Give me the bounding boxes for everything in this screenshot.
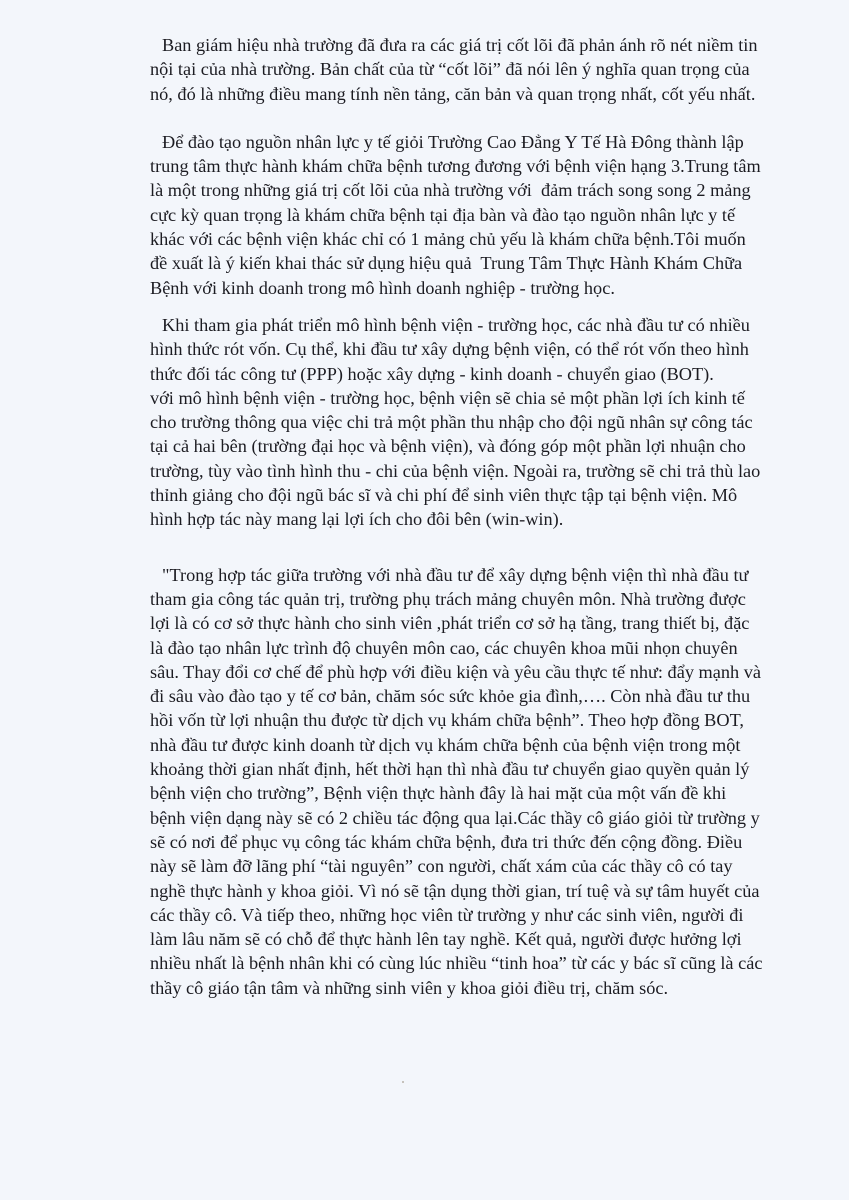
text-line: khác với các bệnh viện khác chỉ có 1 mảng chủ yếu là khám chữa bệnh.Tôi muốn <box>150 229 746 250</box>
text-line: nó, đó là những điều mang tính nền tảng, căn bản và quan trọng nhất, cốt yếu nhất. <box>150 83 756 104</box>
text-line: hồi vốn từ lợi nhuận thu được từ dịch vụ khám chữa bệnh”. Theo hợp đồng BOT, <box>150 710 744 731</box>
text-line: cực kỳ quan trọng là khám chữa bệnh tại địa bàn và đào tạo nguồn nhân lực y tế <box>150 204 736 225</box>
paragraph <box>150 33 770 106</box>
text-line: Ban giám hiệu nhà trường đã đưa ra các giá trị cốt lõi đã phản ánh rõ nét niềm tin <box>162 35 758 55</box>
text-line: tại cả hai bên (trường đại học và bệnh viện), và đóng góp một phần lợi nhuận cho <box>150 436 746 457</box>
text-line: "Trong hợp tác giữa trường với nhà đầu tư để xây dựng bệnh viện thì nhà đầu tư <box>162 564 749 585</box>
text-line: là đào tạo nhân lực trình độ chuyên môn cao, các chuyên khoa mũi nhọn chuyên <box>150 637 738 658</box>
text-line: thỉnh giảng cho đội ngũ bác sĩ và chi phí để sinh viên thực tập tại bệnh viện. Mô <box>150 485 738 506</box>
text-line: tham gia công tác quản trị, trường phụ trách mảng chuyên môn. Nhà trường được <box>150 588 746 609</box>
text-line: các thầy cô. Và tiếp theo, những học viên từ trường y như các sinh viên, người đi <box>150 904 744 925</box>
text-line: Bệnh với kinh doanh trong mô hình doanh nghiệp - trường học. <box>150 277 615 298</box>
text-line: Để đào tạo nguồn nhân lực y tế giỏi Trường Cao Đẳng Y Tế Hà Đông thành lập <box>162 131 744 152</box>
scan-speck <box>402 1081 404 1083</box>
text-line: nhiều nhất là bệnh nhân khi có cùng lúc nhiều “tinh hoa” từ các y bác sĩ cũng là các <box>150 953 763 974</box>
text-line: với mô hình bệnh viện - trường học, bệnh viện sẽ chia sẻ một phần lợi ích kinh tế <box>150 387 745 408</box>
text-line: là một trong những giá trị cốt lõi của nhà trường với đảm trách song song 2 mảng <box>150 180 751 201</box>
text-line: hình hợp tác này mang lại lợi ích cho đôi bên (win-win). <box>150 509 564 530</box>
text-line: thức đối tác công tư (PPP) hoặc xây dựng - kinh doanh - chuyển giao (BOT). <box>150 363 714 384</box>
text-line: lợi là có cơ sở thực hành cho sinh viên ,phát triển cơ sở hạ tầng, trang thiết bị, đặc <box>150 613 750 634</box>
text-line: trung tâm thực hành khám chữa bệnh tương đương với bệnh viện hạng 3.Trung tâm <box>150 156 761 177</box>
text-line: sâu. Thay đổi cơ chế để phù hợp với điều kiện và yêu cầu thực tế như: đẩy mạnh và <box>150 661 761 682</box>
text-line: hình thức rót vốn. Cụ thể, khi đầu tư xây dựng bệnh viện, có thể rót vốn theo hình <box>150 339 749 360</box>
text-line: cho trường thông qua việc chi trả một phần thu nhập cho đội ngũ nhân sự công tác <box>150 412 753 433</box>
paragraph <box>150 130 770 300</box>
text-line: trường, tùy vào tình hình thu - chi của bệnh viện. Ngoài ra, trường sẽ chi trả thù lao <box>150 460 761 481</box>
text-line: khoảng thời gian nhất định, hết thời hạn thì nhà đầu tư chuyển giao quyền quản lý <box>150 759 750 780</box>
text-line: sẽ có nơi để phục vụ công tác khám chữa bệnh, đưa tri thức đến cộng đồng. Điều <box>150 831 743 852</box>
text-line: nội tại của nhà trường. Bản chất của từ “cốt lõi” đã nói lên ý nghĩa quan trọng của <box>150 59 750 80</box>
document-page <box>150 33 770 1000</box>
paragraph <box>150 313 770 532</box>
scan-speck <box>258 828 261 831</box>
text-line: thầy cô giáo tận tâm và những sinh viên y khoa giỏi điều trị, chăm sóc. <box>150 977 669 998</box>
text-line: đi sâu vào đào tạo y tế cơ bản, chăm sóc sức khỏe gia đình,…. Còn nhà đầu tư thu <box>150 686 751 707</box>
text-line: bệnh viện cho trường”, Bệnh viện thực hành đây là hai mặt của một vấn đề khi <box>150 783 727 804</box>
text-line: bệnh viện dạng này sẽ có 2 chiều tác động qua lại.Các thầy cô giáo giỏi từ trường y <box>150 807 760 828</box>
text-line: nghề thực hành y khoa giỏi. Vì nó sẽ tận dụng thời gian, trí tuệ và sự tâm huyết của <box>150 880 760 901</box>
text-line: này sẽ làm đỡ lãng phí “tài nguyên” con người, chất xám của các thầy cô có tay <box>150 856 733 877</box>
text-line: Khi tham gia phát triển mô hình bệnh viện - trường học, các nhà đầu tư có nhiều <box>162 314 750 335</box>
text-line: đề xuất là ý kiến khai thác sử dụng hiệu quả Trung Tâm Thực Hành Khám Chữa <box>150 253 743 274</box>
text-line: nhà đầu tư được kinh doanh từ dịch vụ khám chữa bệnh của bệnh viện trong một <box>150 734 741 755</box>
text-line: làm lâu năm sẽ có chỗ để thực hành lên tay nghề. Kết quả, người được hưởng lợi <box>150 929 742 950</box>
paragraph <box>150 563 770 1000</box>
